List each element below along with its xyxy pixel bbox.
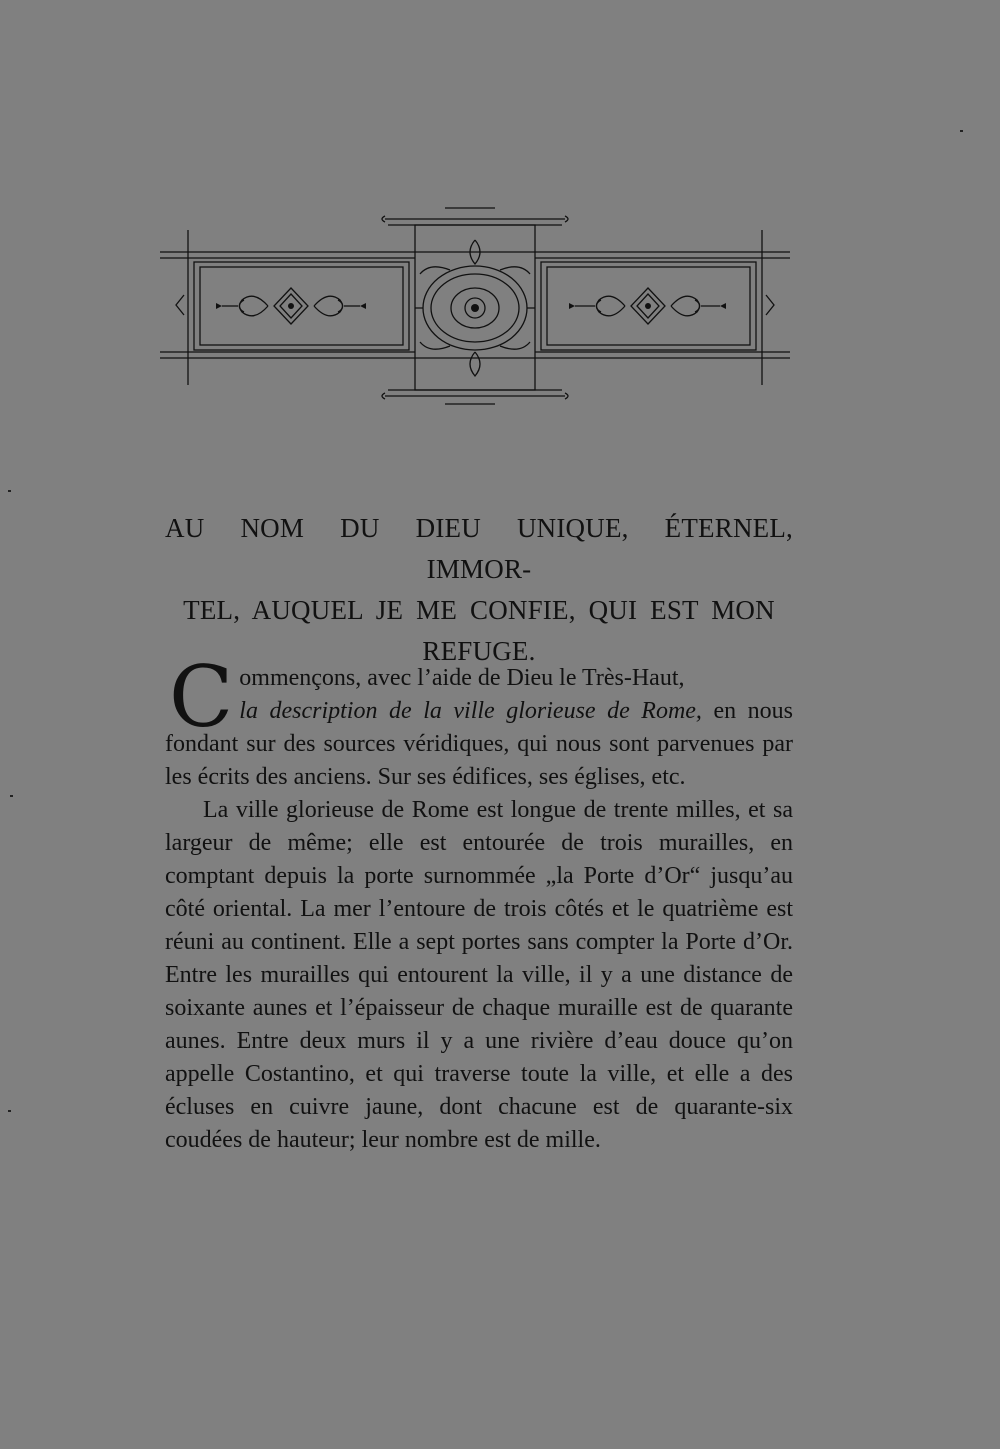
- paragraph-1-italic: la description de la ville glorieuse de Rome,: [239, 698, 702, 724]
- paragraph-1-text-a: ommençons, avec l’aide de Dieu le Très-Haut,: [239, 665, 685, 691]
- page-heading: [165, 508, 793, 672]
- drop-cap: C: [169, 648, 234, 746]
- heading-line-3: REFUGE.: [422, 636, 536, 666]
- heading-line-2: TEL, AUQUEL JE ME CONFIE, QUI EST MON: [183, 595, 775, 625]
- heading-line-1: AU NOM DU DIEU UNIQUE, ÉTERNEL, IMMOR-: [165, 513, 793, 584]
- paragraph-2: La ville glorieuse de Rome est longue de trente milles, et sa largeur de même; elle est entourée de trois murailles, en comptant depuis la porte surnommée „la Porte d’Or“ jusqu’au côté oriental. La mer l’entoure de trois côtés et le quatrième est réuni au continent. Elle a sept portes sans compter la Porte d’Or. Entre les murailles qui entourent la ville, il y a une distance de soixante aunes et l’épaisseur de chaque muraille est de quarante aunes. Entre deux murs il y a une rivière d’eau douce qu’on appelle Costantino, et qui traverse toute la ville, et elle a des écluses en cuivre jaune, dont chacune est de quarante-six coudées de hauteur; leur nombre est de mille.: [165, 797, 793, 1153]
- paragraph-1-text-b: en nous fondant sur des sources véridiques, qui nous sont parvenues par les écrits des anciens. Sur ses édifices, ses églises, etc.: [165, 698, 793, 790]
- decorative-headpiece-icon: [150, 200, 800, 415]
